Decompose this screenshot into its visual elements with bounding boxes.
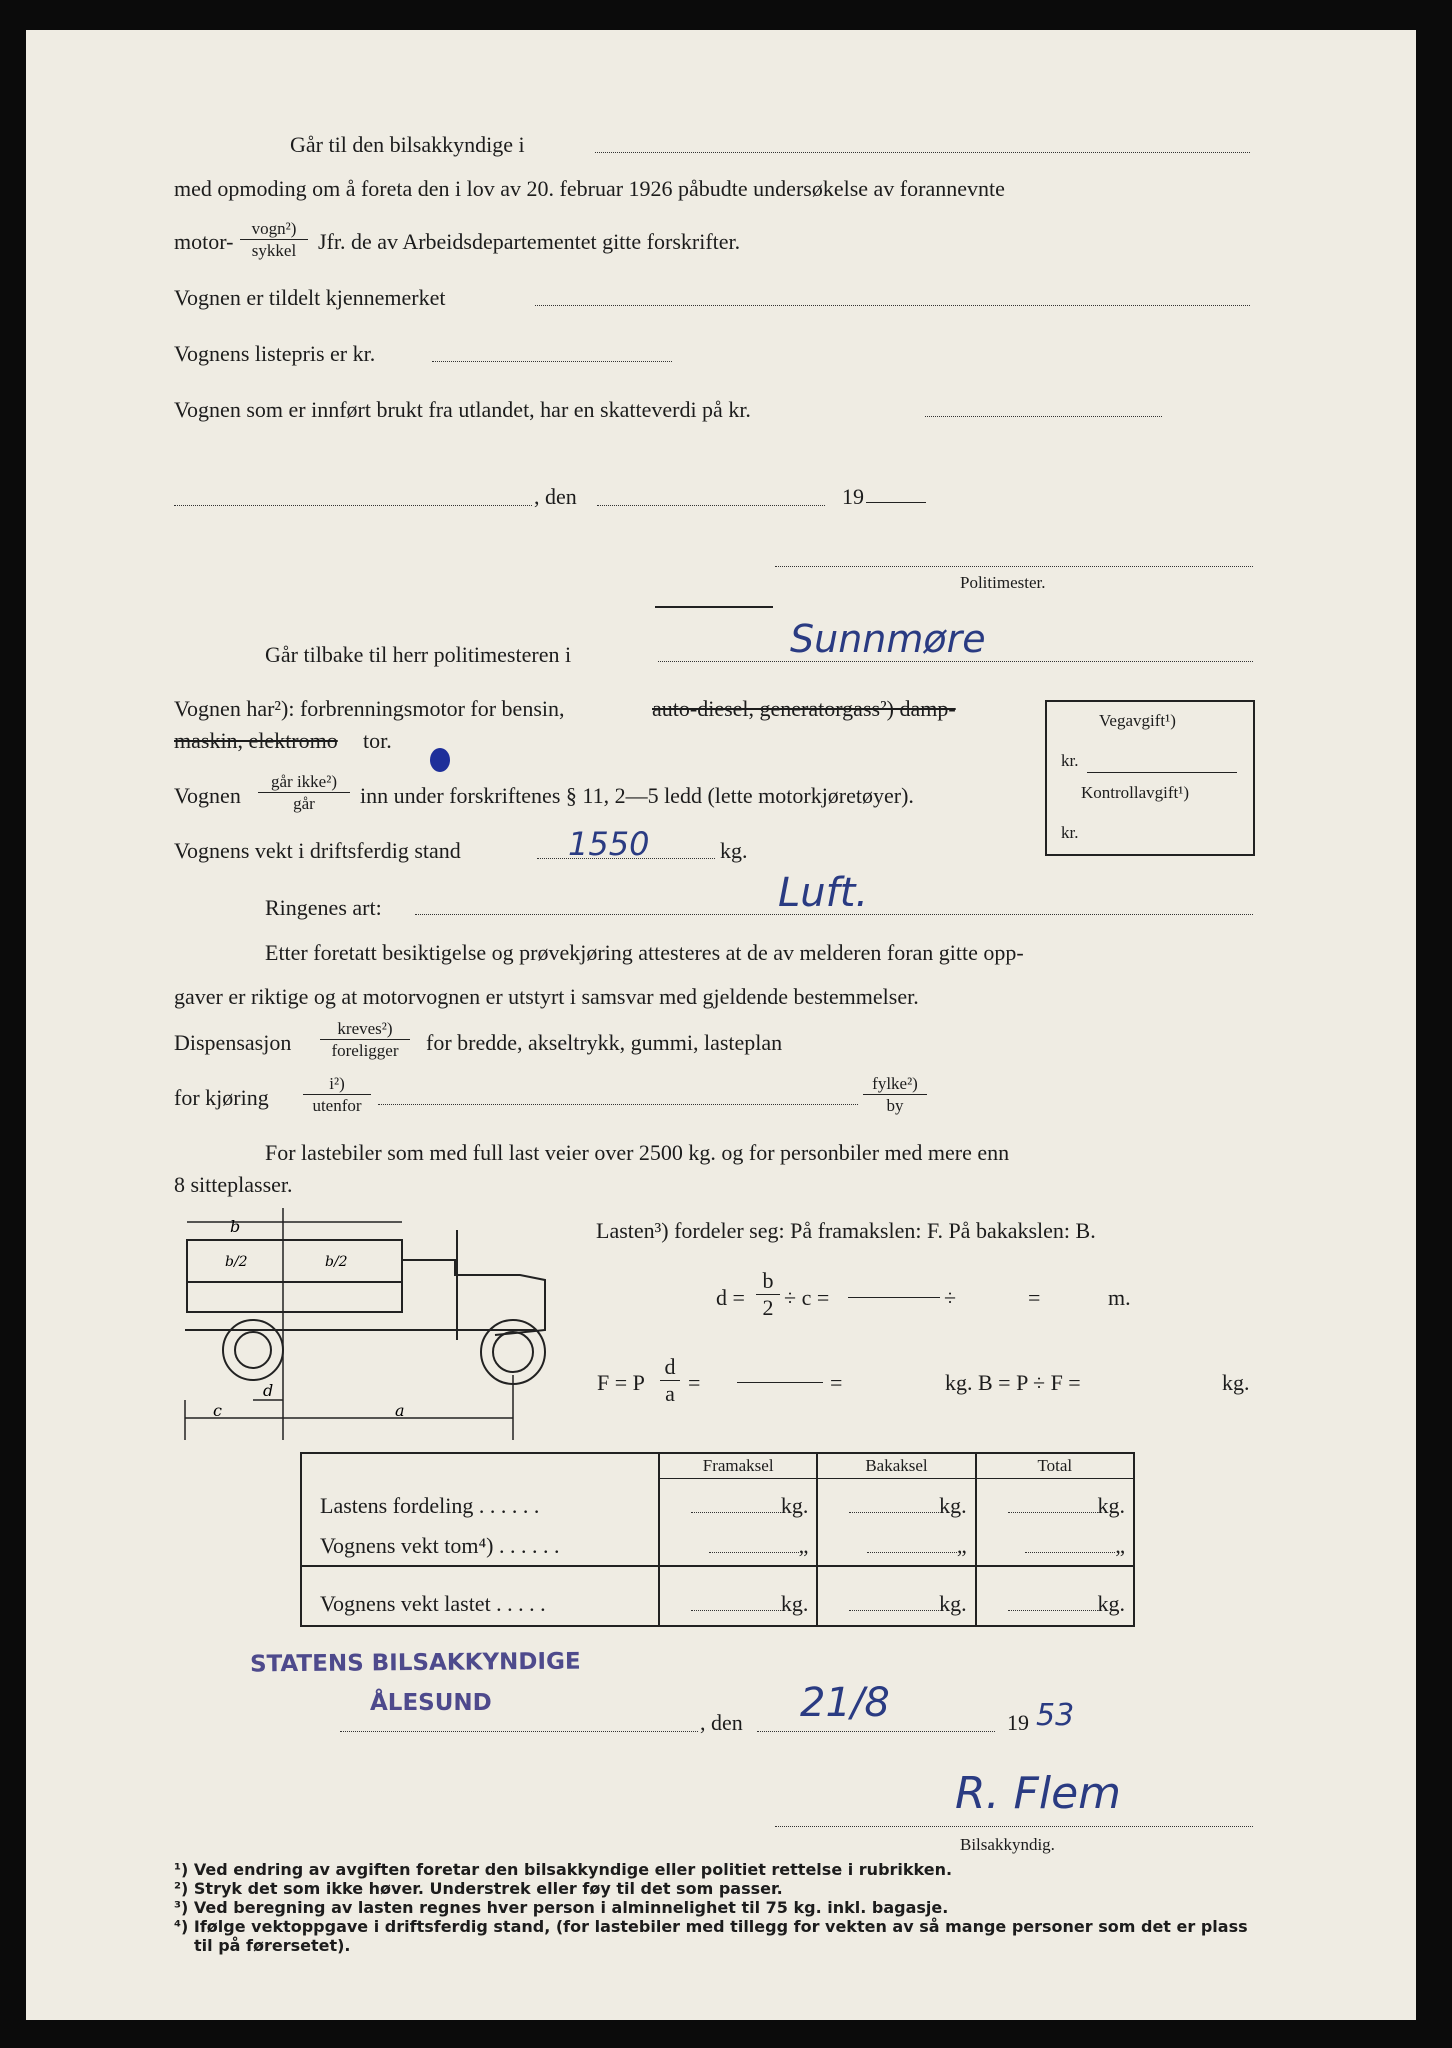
kontrollavgift-label: Kontrollavgift¹) (1081, 783, 1190, 802)
frac-vogn-den: sykkel (251, 241, 297, 260)
line-skatteverdi: Vognen som er innført brukt fra utlandet, har en skatteverdi på kr. (174, 397, 751, 422)
frac-i-num: i²) (303, 1075, 371, 1095)
fee-box (1045, 700, 1255, 856)
field-listepris[interactable] (432, 361, 672, 362)
line-gaar-til: Går til den bilsakkyndige i (290, 132, 525, 157)
frac-fylke-num: fylke²) (863, 1075, 927, 1095)
label-b2-left: b/2 (225, 1254, 248, 1270)
formula-d-right: ÷ c = (784, 1285, 830, 1310)
fraction-d-over-a (660, 1356, 680, 1405)
row1-unit0: „ (798, 1533, 809, 1558)
field-formula-d1[interactable] (848, 1297, 940, 1298)
row-label-lastens: Lastens fordeling . . . . . . (301, 1479, 659, 1520)
fraction-fylke-by (863, 1075, 927, 1114)
row0-unit1: kg. (939, 1493, 967, 1518)
truck-cargo-top (187, 1240, 402, 1282)
para-etter-1: Etter foretatt besiktigelse og prøvekjøring attesteres at de av melderen foran gitte opp- (265, 940, 1024, 965)
separator-line (655, 606, 773, 608)
table-row (301, 1479, 1134, 1520)
line-oppmoding: med opmoding om å foreta den i lov av 20. februar 1926 påbudte undersøkelse av forannevnte (174, 176, 1005, 201)
sign-19: 19 (1007, 1710, 1029, 1735)
motor-prefix: motor- (174, 229, 234, 254)
label-c: c (213, 1401, 222, 1420)
fraction-b-over-2 (756, 1270, 780, 1319)
field-sign-date[interactable] (757, 1731, 995, 1732)
field-kjoring-region[interactable] (378, 1104, 858, 1105)
struck-fuel-options: auto-diesel, generatorgass²) damp- (652, 696, 956, 721)
line-forskriftene: inn under forskriftenes § 11, 2—5 ledd (lette motorkjøretøyer). (360, 783, 914, 808)
line-jfr: Jfr. de av Arbeidsdepartementet gitte forskrifter. (318, 229, 741, 254)
dispensasjon-suffix: for bredde, akseltrykk, gummi, lasteplan (426, 1030, 783, 1055)
dispensasjon-label: Dispensasjon (174, 1030, 292, 1055)
formula-F-eq2: = (830, 1370, 843, 1395)
field-politimester-signature[interactable] (775, 566, 1253, 567)
line-kjennemerket: Vognen er tildelt kjennemerket (174, 285, 446, 310)
kontrollavgift-kr: kr. (1061, 823, 1079, 842)
frac-kreves-num: kreves²) (320, 1020, 410, 1040)
stamp-alesund: ÅLESUND (370, 1690, 492, 1716)
vognen-prefix: Vognen (174, 783, 241, 808)
row2-unit0: kg. (780, 1591, 809, 1616)
truck-cab (402, 1260, 545, 1335)
row2-unit1: kg. (939, 1591, 967, 1616)
label-a: a (395, 1401, 405, 1420)
field-sign-place[interactable] (340, 1731, 698, 1732)
field-formula-F[interactable] (737, 1382, 823, 1383)
vegavgift-label: Vegavgift¹) (1099, 711, 1176, 730)
row-label-tom: Vognens vekt tom⁴) . . . . . . (301, 1519, 659, 1566)
footnote-4-cont: til på førersetet). (194, 1936, 351, 1955)
field-date-place[interactable] (174, 505, 532, 506)
field-bilsakkyndig-signature[interactable] (775, 1826, 1253, 1827)
formula-minus: ÷ (944, 1285, 957, 1310)
footnote-3: ³) Ved beregning av lasten regnes hver person i alminnelighet til 75 kg. inkl. bagasje. (174, 1898, 949, 1917)
handwritten-weight: 1550 (568, 825, 650, 863)
formula-B: kg. B = P ÷ F = (945, 1370, 1081, 1395)
row1-unit1: „ (956, 1533, 967, 1558)
truck-diagram (175, 1200, 555, 1450)
vognen-har-prefix: Vognen har²): forbrenningsmotor for bensin, (174, 696, 565, 721)
para-etter-2: gaver er riktige og at motorvognen er utstyrt i samsvar med gjeldende bestemmelser. (174, 984, 919, 1009)
truck-cargo-bed (187, 1282, 402, 1312)
field-date-day[interactable] (597, 505, 825, 506)
handwritten-date: 21/8 (800, 1680, 890, 1726)
handwritten-place: Sunnmøre (790, 617, 986, 661)
formula-fa: a (665, 1381, 675, 1406)
field-skatteverdi[interactable] (925, 416, 1162, 417)
bilsakkyndig-label: Bilsakkyndig. (960, 1835, 1055, 1854)
label-d: d (263, 1381, 274, 1400)
line-gaar-tilbake: Går tilbake til herr politimesteren i (265, 642, 572, 667)
field-bilsakkyndig-place[interactable] (595, 152, 1250, 153)
footnote-4: ⁴) Ifølge vektoppgave i driftsferdig stand, (for lastebiler med tillegg for vekten av så mange personer som det er plass (174, 1917, 1248, 1936)
handwritten-signature: R. Flem (955, 1768, 1122, 1819)
formula-fd: d (660, 1356, 680, 1381)
distribution-table (300, 1452, 1135, 1627)
date-19: 19 (842, 484, 864, 509)
line-ringenes: Ringenes art: (265, 895, 382, 920)
frac-gaar-num: går ikke²) (258, 773, 350, 793)
formula-F: F = P (597, 1370, 645, 1395)
row1-unit2: „ (1115, 1533, 1125, 1558)
handwritten-year: 53 (1036, 1698, 1075, 1733)
table-row (301, 1519, 1134, 1566)
frac-vogn-num: vogn²) (240, 220, 308, 240)
formula-F-eq: = (688, 1370, 701, 1395)
frac-fylke-den: by (886, 1096, 904, 1115)
handwritten-ring: Luft. (778, 870, 869, 916)
field-date-year[interactable] (866, 502, 926, 503)
formula-kg-end: kg. (1222, 1370, 1250, 1395)
frac-kreves-den: foreligger (331, 1041, 399, 1060)
para-lastebiler-2: 8 sitteplasser. (174, 1172, 293, 1197)
ink-blot (430, 748, 450, 772)
lasten-line: Lasten³) fordeler seg: På framakslen: F. På bakakslen: B. (596, 1218, 1096, 1243)
footnote-2: ²) Stryk det som ikke høver. Understrek eller føy til det som passer. (174, 1879, 783, 1898)
fraction-vogn-sykkel (240, 220, 308, 259)
for-kjoring: for kjøring (174, 1085, 269, 1110)
line-vekt: Vognens vekt i driftsferdig stand (174, 838, 461, 863)
vognen-har-suffix: tor. (363, 728, 392, 753)
sign-den: , den (700, 1710, 743, 1735)
fraction-i-utenfor (303, 1075, 371, 1114)
formula-eq: = (1028, 1285, 1041, 1310)
frac-gaar-den: går (293, 794, 315, 813)
fraction-gaar-ikke (258, 773, 350, 812)
vegavgift-kr: kr. (1061, 751, 1079, 770)
line-listepris: Vognens listepris er kr. (174, 341, 376, 366)
header-framaksel: Framaksel (659, 1453, 817, 1479)
stamp-statens: STATENS BILSAKKYNDIGE (249, 1648, 581, 1678)
formula-2: 2 (762, 1295, 774, 1320)
label-b: b (230, 1217, 241, 1236)
header-total: Total (976, 1453, 1134, 1479)
table-row (301, 1566, 1134, 1626)
field-vegavgift[interactable] (1087, 772, 1237, 773)
struck-maskin: maskin, elektromo (174, 728, 338, 753)
row0-unit2: kg. (1097, 1493, 1125, 1518)
field-politimester-place[interactable] (658, 661, 1253, 662)
formula-d-left: d = (716, 1285, 745, 1310)
fraction-kreves (320, 1020, 410, 1059)
row2-unit2: kg. (1097, 1591, 1125, 1616)
label-b2-right: b/2 (325, 1254, 348, 1270)
footnote-1: ¹) Ved endring av avgiften foretar den bilsakkyndige eller politiet rettelse i rubrikken. (174, 1860, 953, 1879)
para-lastebiler-1: For lastebiler som med full last veier over 2500 kg. og for personbiler med mere enn (265, 1140, 1010, 1165)
header-bakaksel: Bakaksel (817, 1453, 975, 1479)
formula-m: m. (1108, 1285, 1131, 1310)
field-kjennemerke[interactable] (535, 305, 1250, 306)
date-comma-den: , den (534, 484, 577, 509)
row-label-lastet: Vognens vekt lastet . . . . . (301, 1566, 659, 1626)
frac-i-den: utenfor (312, 1096, 362, 1115)
row0-unit0: kg. (780, 1493, 809, 1518)
politimester-label: Politimester. (960, 573, 1046, 592)
kg-vekt: kg. (720, 838, 748, 863)
formula-b: b (756, 1270, 780, 1295)
